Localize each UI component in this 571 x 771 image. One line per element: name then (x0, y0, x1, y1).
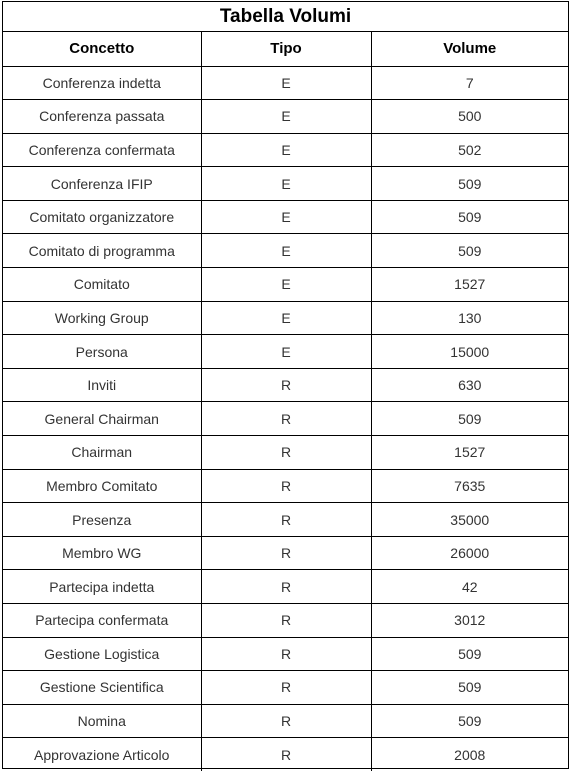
cell-concetto: Membro Comitato (3, 469, 201, 503)
cell-volume: 130 (371, 301, 568, 335)
cell-concetto: Inviti (3, 368, 201, 402)
cell-concetto: Gestione Logistica (3, 637, 201, 671)
cell-volume: 509 (371, 167, 568, 201)
cell-concetto: Comitato di programma (3, 234, 201, 268)
cell-concetto: Partecipa indetta (3, 570, 201, 604)
cell-concetto: Comitato (3, 268, 201, 302)
cell-volume: 35000 (371, 503, 568, 537)
cell-tipo: R (201, 604, 371, 638)
table-row (3, 335, 568, 369)
volume-table (3, 32, 568, 771)
table-row (3, 368, 568, 402)
cell-tipo: R (201, 368, 371, 402)
cell-concetto: Approvazione Articolo (3, 738, 201, 771)
cell-volume: 500 (371, 100, 568, 134)
cell-concetto: Membro WG (3, 536, 201, 570)
table-row (3, 704, 568, 738)
table-row (3, 66, 568, 100)
header-volume: Volume (371, 32, 568, 66)
cell-tipo: R (201, 503, 371, 537)
header-row (3, 32, 568, 66)
table-row (3, 301, 568, 335)
table-title: Tabella Volumi (3, 2, 568, 32)
cell-volume: 509 (371, 671, 568, 705)
header-tipo: Tipo (201, 32, 371, 66)
cell-tipo: E (201, 167, 371, 201)
table-row (3, 570, 568, 604)
table-row (3, 536, 568, 570)
cell-volume: 1527 (371, 436, 568, 470)
cell-tipo: R (201, 402, 371, 436)
cell-tipo: R (201, 671, 371, 705)
cell-volume: 509 (371, 704, 568, 738)
cell-volume: 7635 (371, 469, 568, 503)
cell-tipo: E (201, 200, 371, 234)
cell-tipo: E (201, 66, 371, 100)
header-concetto: Concetto (3, 32, 201, 66)
cell-concetto: Comitato organizzatore (3, 200, 201, 234)
table-row (3, 200, 568, 234)
table-row (3, 100, 568, 134)
cell-volume: 15000 (371, 335, 568, 369)
cell-concetto: Partecipa confermata (3, 604, 201, 638)
table-row (3, 469, 568, 503)
cell-tipo: E (201, 234, 371, 268)
cell-tipo: R (201, 436, 371, 470)
cell-concetto: Conferenza indetta (3, 66, 201, 100)
cell-volume: 502 (371, 133, 568, 167)
cell-tipo: R (201, 469, 371, 503)
table-row (3, 637, 568, 671)
cell-tipo: R (201, 536, 371, 570)
cell-concetto: Gestione Scientifica (3, 671, 201, 705)
cell-volume: 630 (371, 368, 568, 402)
cell-tipo: E (201, 100, 371, 134)
cell-concetto: Working Group (3, 301, 201, 335)
cell-concetto: Conferenza IFIP (3, 167, 201, 201)
cell-volume: 2008 (454, 746, 486, 763)
table-row (3, 503, 568, 537)
cell-volume: 509 (371, 234, 568, 268)
cell-volume: 26000 (371, 536, 568, 570)
cell-concetto: Conferenza confermata (3, 133, 201, 167)
cell-tipo: R (201, 570, 371, 604)
cell-tipo: E (201, 268, 371, 302)
table-row (3, 671, 568, 705)
cell-tipo: R (201, 738, 371, 771)
cell-tipo: E (201, 335, 371, 369)
table-row (3, 167, 568, 201)
cell-concetto: Presenza (3, 503, 201, 537)
cell-concetto: Chairman (3, 436, 201, 470)
table-row (3, 234, 568, 268)
table-row (3, 268, 568, 302)
cell-tipo: E (201, 133, 371, 167)
cell-concetto: Nomina (3, 704, 201, 738)
cell-volume: 1527 (371, 268, 568, 302)
cell-concetto: Conferenza passata (3, 100, 201, 134)
cell-concetto: Persona (3, 335, 201, 369)
table-row (3, 604, 568, 638)
table-row (3, 133, 568, 167)
cell-volume: 509 (371, 402, 568, 436)
table-body (3, 66, 568, 771)
volume-table-frame (2, 1, 569, 769)
cell-volume: 42 (371, 570, 568, 604)
table-row (3, 738, 568, 771)
cell-volume: 509 (371, 637, 568, 671)
cell-volume: 3012 (371, 604, 568, 638)
table-row (3, 402, 568, 436)
cell-volume: 509 (371, 200, 568, 234)
table-row (3, 436, 568, 470)
cell-tipo: E (201, 301, 371, 335)
cell-concetto: General Chairman (3, 402, 201, 436)
cell-tipo: R (201, 637, 371, 671)
cell-tipo: R (201, 704, 371, 738)
cell-volume: 7 (371, 66, 568, 100)
